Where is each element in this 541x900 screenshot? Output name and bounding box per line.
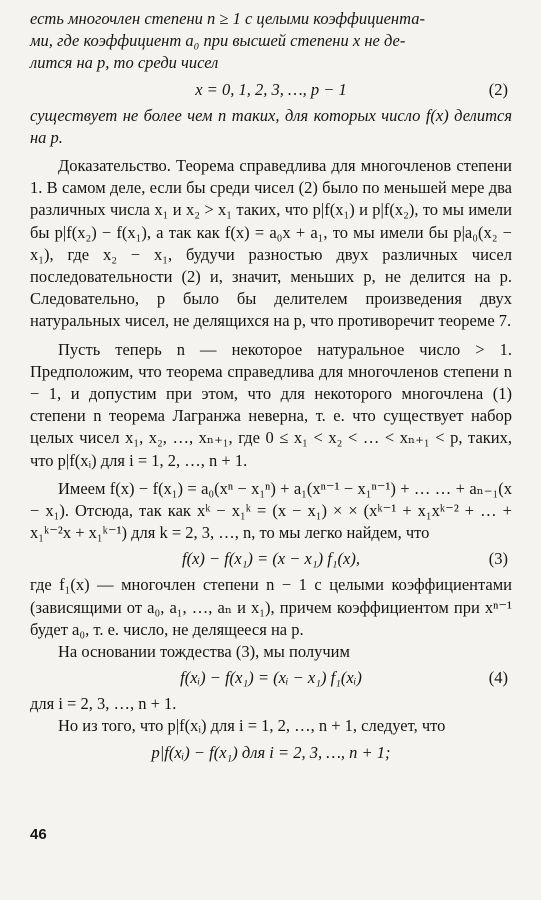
- equation-2: [30, 75, 512, 105]
- equation-5: [30, 738, 512, 768]
- equation-4-formula: f(xᵢ) − f(x₁) = (xᵢ − x₁) f₁(xᵢ): [180, 668, 362, 688]
- expansion-paragraph: Имеем f(x) − f(x₁) = a₀(xⁿ − x₁ⁿ) + a₁(xⁿ⁻¹ − x₁ⁿ⁻¹) + … … + aₙ₋₁(x − x₁). Отсюда, так как xᵏ − x₁ᵏ = (x − x₁) × × (xᵏ⁻¹ + x₁xᵏ⁻² + … + x₁ᵏ⁻²x + x₁ᵏ⁻¹) для k = 2, 3, …, n, то мы легко найдем, что: [30, 478, 512, 543]
- but-paragraph: Но из того, что p|f(xᵢ) для i = 1, 2, …, n + 1, следует, что: [58, 716, 446, 736]
- theorem-line-1: есть многочлен степени n ≥ 1 с целыми коэффициента-: [30, 9, 425, 28]
- for-i-line: для i = 2, 3, …, n + 1.: [30, 694, 177, 714]
- where-paragraph: где f₁(x) — многочлен степени n − 1 с целыми коэффициентами (зависящими от a₀, a₁, …, aₙ и x₁), причем коэффициентом при xⁿ⁻¹ будет a₀, т. е. число, не делящееся на p.: [30, 575, 512, 639]
- page-body: [30, 8, 512, 768]
- equation-3: [30, 544, 512, 574]
- equation-2-number: (2): [488, 79, 508, 99]
- equation-3-number: (3): [488, 549, 508, 569]
- theorem-line-3: лится на p, то среди чисел: [30, 53, 219, 73]
- equation-4-number: (4): [488, 668, 508, 688]
- equation-5-formula: p|f(xᵢ) − f(x₁) для i = 2, 3, …, n + 1;: [151, 742, 391, 762]
- equation-4: [30, 663, 512, 693]
- equation-3-formula: f(x) − f(x₁) = (x − x₁) f₁(x),: [182, 549, 360, 569]
- theorem-tail: существует не более чем n таких, для которых число f(x) делится на p.: [30, 105, 512, 147]
- proof-paragraph: Доказательство. Теорема справедлива для многочленов степени 1. В самом деле, если бы среди чисел (2) было по меньшей мере два различных числа x₁ и x₂ > x₁ таких, что p|f(x₁) и p|f(x₂), то мы имели бы p|f(x₂) − f(x₁), а так как f(x) = a₀x + a₁, то мы имели бы p|a₀(x₂ − x₁), где x₂ − x₁, будучи разностью двух различных чисел последовательности (2) и, значит, меньших p, не делится на p. Следовательно, p было бы делителем произведения двух натуральных чисел, не делящихся на p, что противоречит теореме 7.: [30, 156, 512, 331]
- theorem-line-2: ми, где коэффициент a₀ при высшей степени x не де-: [30, 31, 406, 51]
- induction-paragraph: Пусть теперь n — некоторое натуральное число > 1. Предположим, что теорема справедлива для многочленов степени n − 1, и допустим при этом, что для некоторого многочлена (1) степени n теорема Лагранжа неверна, т. е. что существует набор целых чисел x₁, x₂, …, xₙ₊₁, где 0 ≤ x₁ < x₂ < … < xₙ₊₁ < p, таких, что p|f(xᵢ) для i = 1, 2, …, n + 1.: [30, 339, 512, 470]
- basis-paragraph: На основании тождества (3), мы получим: [58, 642, 350, 662]
- page-number: 46: [30, 826, 47, 843]
- equation-2-formula: x = 0, 1, 2, 3, …, p − 1: [195, 79, 347, 99]
